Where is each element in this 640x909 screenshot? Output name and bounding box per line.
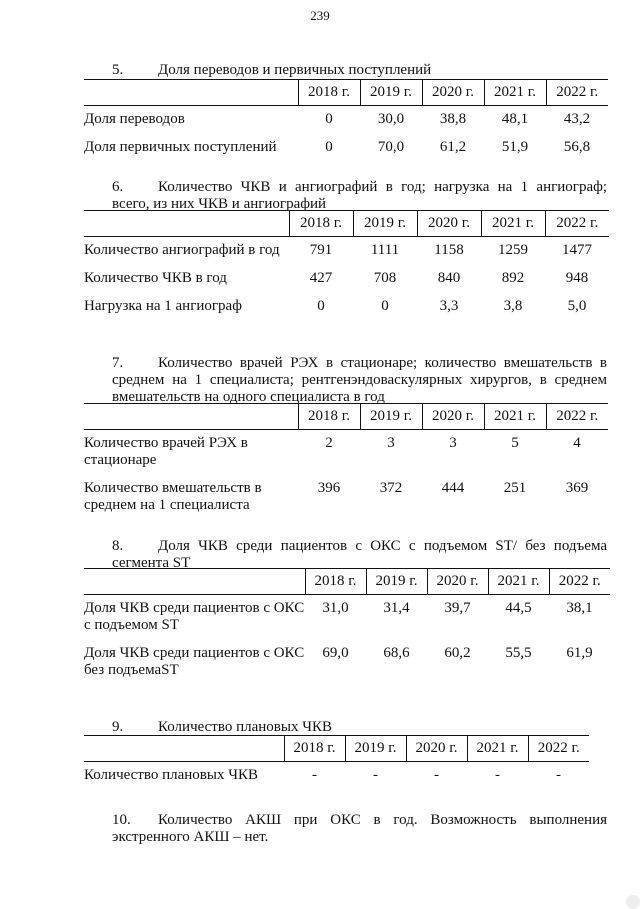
cell-value: 0: [325, 139, 333, 155]
table-row: [84, 595, 610, 641]
row-label: Доля ЧКВ среди пациентов с ОКС без подъемаST: [84, 645, 305, 678]
cell-value: -: [312, 767, 317, 783]
column-header: 2019 г.: [366, 569, 427, 595]
cell-value: 43,2: [563, 111, 591, 127]
cell-value: 3: [387, 435, 395, 451]
column-header: 2019 г.: [353, 211, 417, 237]
cell-value: 56,8: [563, 139, 591, 155]
table-row: [84, 475, 608, 520]
column-header: 2022 г.: [549, 569, 610, 595]
cell-value: 0: [325, 111, 333, 127]
column-header: 2018 г.: [284, 736, 345, 762]
cell-value: 3,8: [503, 298, 523, 314]
cell-value: 55,5: [505, 645, 532, 661]
column-header: 2018 г.: [298, 404, 360, 430]
row-label: Количество плановых ЧКВ: [84, 767, 258, 783]
column-header: 2019 г.: [360, 80, 422, 106]
column-header: 2018 г.: [289, 211, 353, 237]
cell-value: 70,0: [377, 139, 405, 155]
section-number: 9.: [112, 719, 124, 735]
cell-value: 1477: [562, 242, 592, 258]
scan-artifact: [626, 895, 640, 909]
cell-value: 51,9: [501, 139, 529, 155]
table-planned-pci: [84, 735, 589, 790]
column-header: 2021 г.: [484, 404, 546, 430]
column-header: 2022 г.: [528, 736, 589, 762]
cell-value: -: [373, 767, 378, 783]
cell-value: 372: [379, 480, 403, 496]
column-header: 2020 г.: [422, 80, 484, 106]
section-10-paragraph: [112, 812, 607, 846]
page-number: 239: [310, 8, 330, 23]
section-6-title: [112, 179, 607, 213]
cell-value: 444: [441, 480, 465, 496]
cell-value: 0: [381, 298, 389, 314]
table-pci-acs: [84, 568, 610, 685]
cell-value: 39,7: [444, 600, 471, 616]
section-5-title: [112, 62, 431, 79]
cell-value: 1111: [370, 242, 400, 258]
cell-value: 948: [565, 270, 589, 286]
cell-value: 31,4: [383, 600, 410, 616]
table-row: [84, 265, 609, 293]
column-header: 2020 г.: [406, 736, 467, 762]
cell-value: 3: [449, 435, 457, 451]
row-label: Количество врачей РЭХ в стационаре: [84, 435, 248, 468]
cell-value: 68,6: [383, 645, 410, 661]
table-row: [84, 430, 608, 476]
cell-value: -: [434, 767, 439, 783]
row-label: Количество ангиографий в год: [84, 242, 280, 258]
cell-value: 892: [501, 270, 525, 286]
table-row: [84, 640, 610, 685]
section-number: 7.: [112, 355, 124, 371]
cell-value: 791: [309, 242, 333, 258]
cell-value: 4: [573, 435, 581, 451]
cell-value: 0: [317, 298, 325, 314]
cell-value: 60,2: [444, 645, 471, 661]
cell-value: 396: [317, 480, 341, 496]
cell-value: 48,1: [501, 111, 529, 127]
cell-value: 44,5: [505, 600, 532, 616]
cell-value: 1259: [498, 242, 528, 258]
cell-value: 427: [309, 270, 333, 286]
cell-value: 30,0: [377, 111, 405, 127]
cell-value: 2: [325, 435, 333, 451]
column-header: 2021 г.: [488, 569, 549, 595]
section-8-title: [112, 538, 607, 572]
cell-value: -: [556, 767, 561, 783]
section-heading: Доля ЧКВ среди пациентов с ОКС с подъемом ST/ без подъема сегмента ST: [112, 538, 607, 571]
table-row: [84, 134, 608, 162]
section-number: 5.: [112, 62, 124, 78]
row-label: Доля ЧКВ среди пациентов с ОКС с подъемом ST: [84, 600, 305, 633]
column-header: 2020 г.: [417, 211, 481, 237]
cell-value: 1158: [434, 242, 464, 258]
cell-value: 38,1: [566, 600, 593, 616]
cell-value: 69,0: [322, 645, 349, 661]
section-heading: Количество ЧКВ и ангиографий в год; нагрузка на 1 ангиограф; всего, из них ЧКВ и ангиографий: [112, 179, 607, 212]
cell-value: -: [495, 767, 500, 783]
table-row: [84, 237, 609, 266]
table-rex-doctors: [84, 403, 608, 520]
row-label: Количество вмешательств в среднем на 1 специалиста: [84, 480, 262, 513]
cell-value: 38,8: [439, 111, 467, 127]
cell-value: 61,9: [566, 645, 593, 661]
section-heading: Количество врачей РЭХ в стационаре; количество вмешательств в среднем на 1 специалиста; рентгенэндоваскулярных хирургов, в среднем вмешательств на одного специалиста в год: [112, 355, 607, 405]
row-label: Доля переводов: [84, 111, 185, 127]
table-transfers-admissions: [84, 79, 608, 162]
column-header: 2022 г.: [546, 404, 608, 430]
column-header: 2022 г.: [545, 211, 609, 237]
cell-value: 840: [437, 270, 461, 286]
column-header: 2021 г.: [467, 736, 528, 762]
cell-value: 5: [511, 435, 519, 451]
row-label: Количество ЧКВ в год: [84, 270, 227, 286]
cell-value: 5,0: [567, 298, 587, 314]
section-9-title: [112, 719, 332, 736]
section-number: 8.: [112, 538, 124, 554]
row-label: Доля первичных поступлений: [84, 139, 277, 155]
column-header: 2020 г.: [422, 404, 484, 430]
column-header: 2020 г.: [427, 569, 488, 595]
row-label: Нагрузка на 1 ангиограф: [84, 298, 242, 314]
column-header: 2018 г.: [298, 80, 360, 106]
cell-value: 31,0: [322, 600, 349, 616]
column-header: 2022 г.: [546, 80, 608, 106]
column-header: 2021 г.: [481, 211, 545, 237]
section-heading: Количество плановых ЧКВ: [158, 719, 332, 735]
column-header: 2019 г.: [360, 404, 422, 430]
column-header: 2018 г.: [305, 569, 366, 595]
section-heading: Количество АКШ при ОКС в год. Возможность выполнения экстренного АКШ – нет.: [112, 812, 607, 845]
table-row: [84, 762, 589, 791]
table-row: [84, 293, 609, 321]
cell-value: 61,2: [439, 139, 467, 155]
table-row: [84, 106, 608, 135]
section-number: 6.: [112, 179, 124, 195]
column-header: 2019 г.: [345, 736, 406, 762]
section-heading: Доля переводов и первичных поступлений: [158, 62, 432, 78]
section-7-title: [112, 355, 607, 406]
cell-value: 3,3: [439, 298, 459, 314]
cell-value: 708: [373, 270, 397, 286]
table-pci-angiography: [84, 210, 609, 321]
column-header: 2021 г.: [484, 80, 546, 106]
cell-value: 369: [565, 480, 589, 496]
section-number: 10.: [112, 812, 131, 828]
cell-value: 251: [503, 480, 527, 496]
